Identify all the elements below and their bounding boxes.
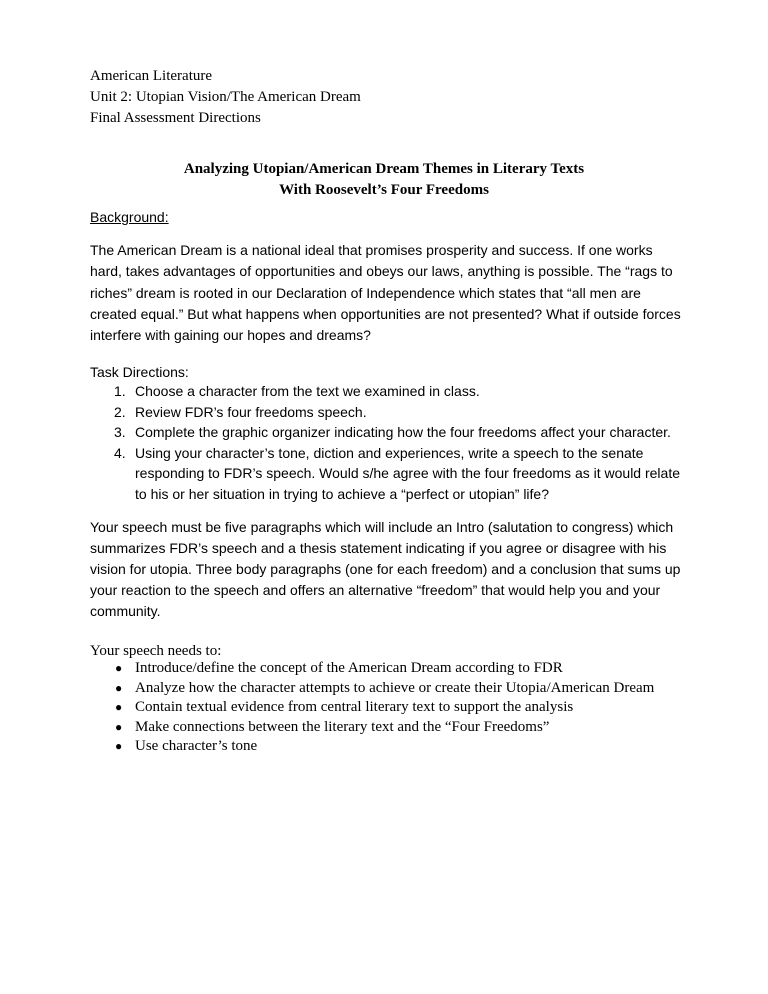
list-item-text: Review FDR’s four freedoms speech.: [135, 403, 367, 420]
speech-needs-list: [90, 659, 730, 757]
bullet-icon: ●: [115, 680, 123, 695]
bullet-icon: ●: [115, 719, 123, 734]
task-directions-heading: Task Directions:: [90, 364, 189, 380]
list-item: [90, 381, 690, 402]
bullet-icon: ●: [115, 661, 123, 675]
list-item: [90, 737, 730, 757]
speech-needs-heading: Your speech needs to:: [90, 643, 222, 659]
unit-title: Unit 2: Utopian Vision/The American Dream: [90, 89, 361, 105]
course-name: American Literature: [90, 68, 213, 84]
list-item-text: Contain textual evidence from central literary text to support the analysis: [135, 699, 574, 716]
bullet-icon: ●: [115, 700, 123, 715]
list-number: 1.: [114, 383, 126, 399]
task-directions-list: [90, 381, 690, 504]
list-item-text: Introduce/define the concept of the American Dream according to FDR: [135, 660, 563, 676]
list-item: [90, 679, 730, 699]
list-item-text: Use character’s tone: [135, 738, 258, 755]
list-number: 4.: [114, 444, 126, 461]
list-item-text: Complete the graphic organizer indicating how the four freedoms affect your character.: [135, 424, 671, 440]
list-item-text: Analyze how the character attempts to achieve or create their Utopia/American Dream: [135, 679, 655, 696]
background-paragraph: The American Dream is a national ideal that promises prosperity and success. If one works hard, takes advantages of opportunities and obeys our laws, anything is possible. The “rags to riches” dream is rooted in our Declaration of Independence which states that “all men are created equal.” But what happens when opportunities are not presented? What if outside forces interfere with gaining our hopes and dreams?: [90, 242, 681, 344]
list-number: 2.: [114, 403, 126, 420]
speech-requirements-paragraph: Your speech must be five paragraphs which will include an Intro (salutation to congress) which summarizes FDR’s speech and a thesis statement indicating if you agree or disagree with his vision for utopia. Three body paragraphs (one for each freedom) and a conclusion that sums up your reaction to the speech and offers an alternative “freedom” that would help you and your community.: [90, 519, 681, 619]
list-item-text: Make connections between the literary text and the “Four Freedoms”: [135, 718, 550, 735]
list-item: [90, 698, 730, 718]
list-item: [90, 659, 730, 679]
document-type: Final Assessment Directions: [90, 110, 261, 126]
background-heading: Background:: [90, 209, 169, 225]
list-number: 3.: [114, 424, 126, 440]
list-item: [90, 422, 690, 443]
list-item: [90, 443, 690, 505]
list-item-text: Using your character’s tone, diction and experiences, write a speech to the senate responding to FDR’s speech. Would s/he agree with the four freedoms as it would relate to his or her situation in trying to achieve a “perfect or utopian” life?: [135, 444, 680, 502]
bullet-icon: ●: [115, 739, 123, 754]
assignment-title: [0, 159, 768, 201]
document-header: [90, 66, 361, 129]
list-item-text: Choose a character from the text we examined in class.: [135, 383, 480, 399]
title-line-1: Analyzing Utopian/American Dream Themes in Literary Texts: [183, 161, 585, 177]
list-item: [90, 402, 690, 423]
title-line-2: With Roosevelt’s Four Freedoms: [279, 182, 489, 198]
list-item: [90, 718, 730, 738]
